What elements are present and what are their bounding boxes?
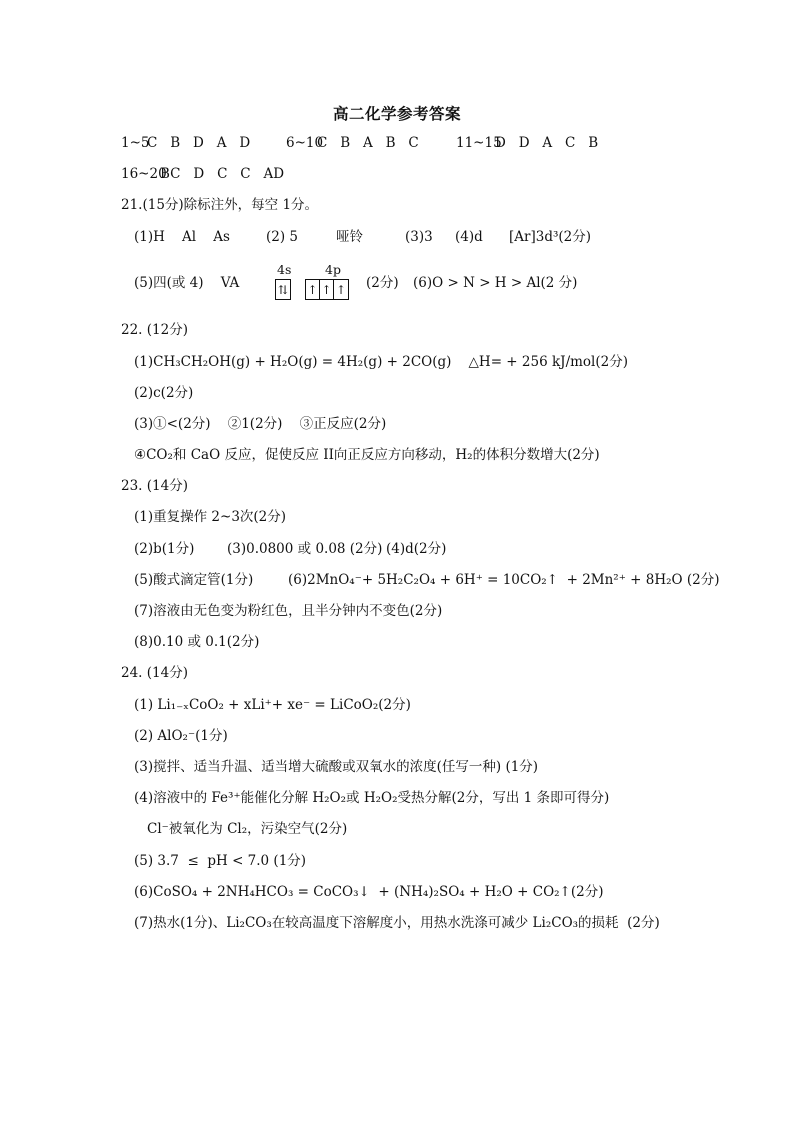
q21-answer-4: (4)d bbox=[455, 229, 483, 245]
q21-answer-6: (6)O > N > H > Al(2 分) bbox=[413, 275, 578, 291]
q21-answer-4-config: [Ar]3d³(2分) bbox=[509, 229, 592, 245]
q22-answer-2: (2)c(2分) bbox=[134, 385, 194, 401]
q23-answer-4: (4)d(2分) bbox=[386, 541, 447, 557]
mc-range-4: 16~20 bbox=[121, 166, 167, 182]
q24-answer-3: (3)搅拌、适当升温、适当增大硫酸或双氧水的浓度(任写一种) (1分) bbox=[134, 759, 539, 775]
q24-answer-4-extra: Cl⁻被氧化为 Cl₂，污染空气(2分) bbox=[147, 821, 348, 837]
q21-answer-2: (2) 5 bbox=[266, 229, 299, 245]
q23-header: 23. (14分) bbox=[121, 478, 188, 494]
q23-answer-8: (8)0.10 或 0.1(2分) bbox=[134, 634, 260, 650]
orbital-box-4p-1: ↑ bbox=[306, 280, 320, 299]
q22-header: 22. (12分) bbox=[121, 322, 188, 338]
page-title: 高二化学参考答案 bbox=[332, 104, 461, 123]
mc-answers-2: C B A B C bbox=[317, 135, 419, 151]
q24-header: 24. (14分) bbox=[121, 665, 188, 681]
mc-range-1: 1~5 bbox=[121, 135, 150, 151]
orbital-label-4p: 4p bbox=[325, 262, 341, 277]
orbital-label-4s: 4s bbox=[277, 262, 292, 277]
orbital-box-4p-3: ↑ bbox=[335, 282, 347, 297]
q23-answer-3: (3)0.0800 或 0.08 (2分) bbox=[227, 541, 383, 557]
q24-answer-2: (2) AlO₂⁻(1分) bbox=[134, 728, 228, 744]
q23-answer-1: (1)重复操作 2~3次(2分) bbox=[134, 509, 287, 525]
q21-answer-1: (1)H Al As bbox=[134, 229, 230, 245]
q23-answer-6: (6)2MnO₄⁻+ 5H₂C₂O₄ + 6H⁺ = 10CO₂↑ + 2Mn²⁺ + 8H₂O (2分) bbox=[288, 572, 720, 588]
q21-answer-3: (3)3 bbox=[405, 229, 433, 245]
q21-answer-5: (5)四(或 4) VA bbox=[134, 275, 240, 291]
orbital-diagram-4s bbox=[275, 279, 291, 300]
q23-answer-2: (2)b(1分) bbox=[134, 541, 195, 557]
q24-answer-5: (5) 3.7 ≤ pH < 7.0 (1分) bbox=[134, 853, 307, 869]
mc-answers-1: C B D A D bbox=[147, 135, 251, 151]
mc-range-3: 11~15 bbox=[456, 135, 502, 151]
q23-answer-5: (5)酸式滴定管(1分) bbox=[134, 572, 254, 588]
q22-answer-1: (1)CH₃CH₂OH(g) + H₂O(g) = 4H₂(g) + 2CO(g) △H= + 256 kJ/mol(2分) bbox=[134, 354, 628, 370]
q21-header: 21.(15分)除标注外，每空 1分。 bbox=[121, 197, 319, 213]
mc-answers-4: BC D C C AD bbox=[160, 166, 285, 182]
q23-answer-7: (7)溶液由无色变为粉红色，且半分钟内不变色(2分) bbox=[134, 603, 443, 619]
q21-answer-2-shape: 哑铃 bbox=[336, 229, 363, 245]
q22-answer-4: ④CO₂和 CaO 反应，促使反应 II向正反应方向移动，H₂的体积分数增大(2分) bbox=[134, 447, 600, 463]
q22-answer-3: (3)①<(2分) ②1(2分) ③正反应(2分) bbox=[134, 416, 387, 432]
mc-answers-3: D D A C B bbox=[495, 135, 599, 151]
orbital-box-4s: ⇅ bbox=[277, 282, 289, 297]
q24-answer-7: (7)热水(1分)、Li₂CO₃在较高温度下溶解度小，用热水洗涤可减少 Li₂CO₃的损耗 (2分) bbox=[134, 915, 660, 931]
q24-answer-1: (1) Li₁₋ₓCoO₂ + xLi⁺+ xe⁻ = LiCoO₂(2分) bbox=[134, 697, 411, 713]
q24-answer-6: (6)CoSO₄ + 2NH₄HCO₃ = CoCO₃↓ + (NH₄)₂SO₄ + H₂O + CO₂↑(2分) bbox=[134, 884, 604, 900]
q21-orbital-score: (2分) bbox=[366, 275, 399, 291]
orbital-diagram-4p bbox=[305, 279, 349, 300]
mc-range-2: 6~10 bbox=[286, 135, 324, 151]
orbital-box-4p-2: ↑ bbox=[320, 280, 334, 299]
q24-answer-4: (4)溶液中的 Fe³⁺能催化分解 H₂O₂或 H₂O₂受热分解(2分，写出 1 条即可得分) bbox=[134, 790, 610, 806]
